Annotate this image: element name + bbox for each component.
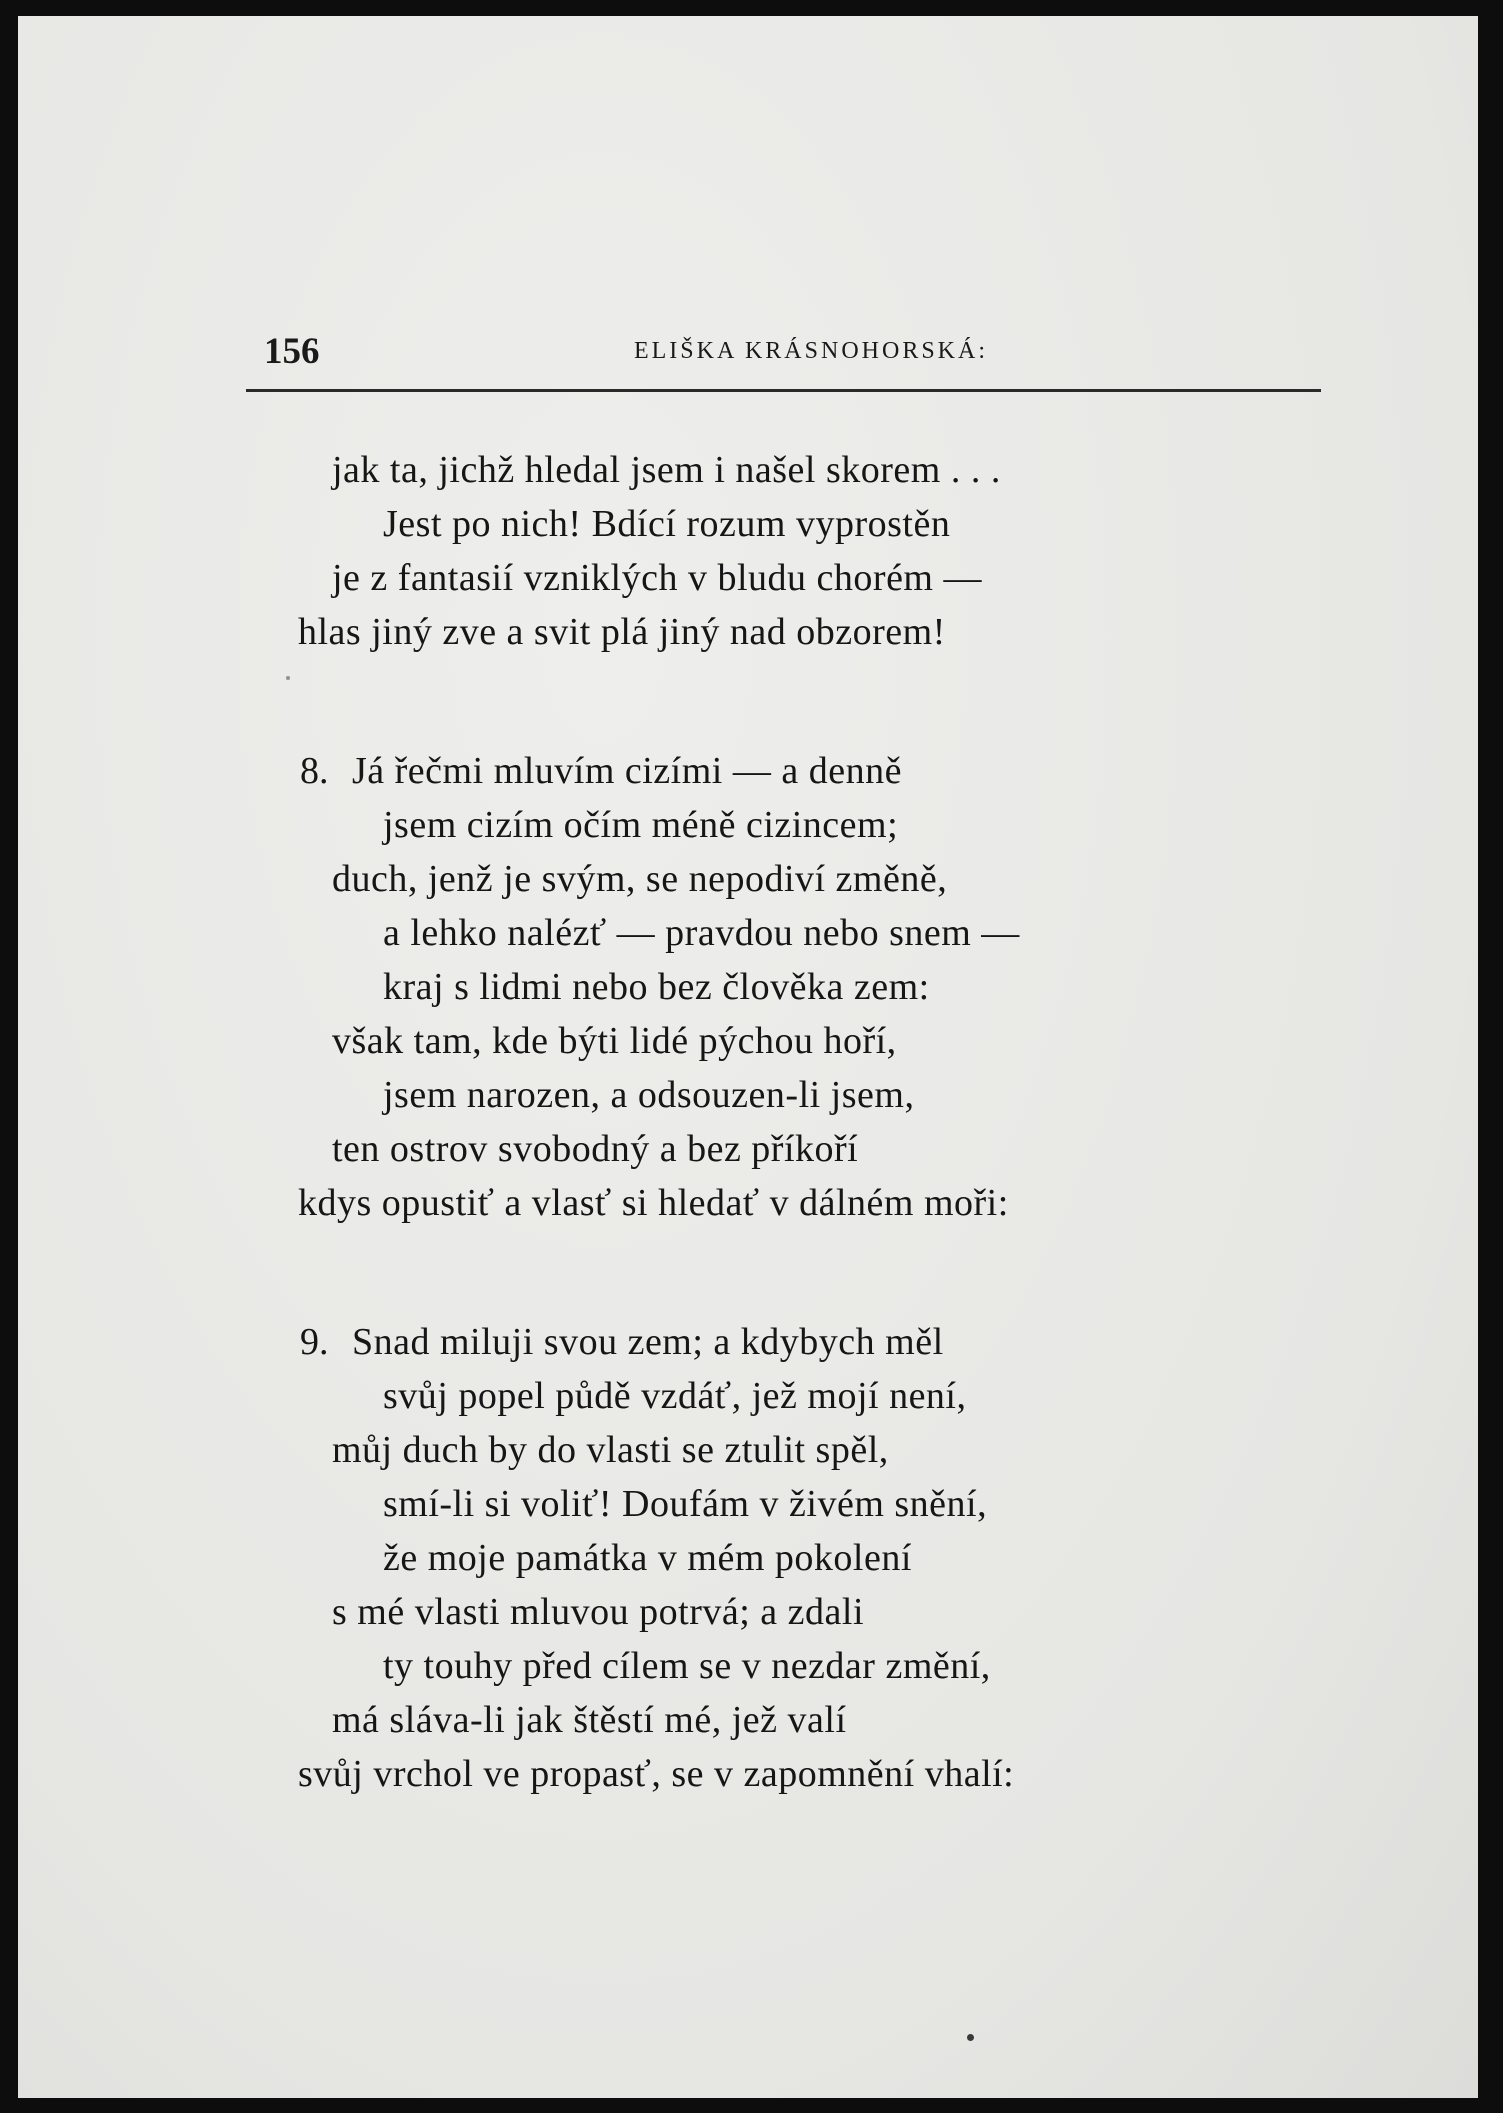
poem-line: Já řečmi mluvím cizími — a denně: [352, 750, 902, 792]
poem-line: kdys opustiť a vlasť si hledať v dálném moři:: [298, 1182, 1009, 1224]
poem-line: duch, jenž je svým, se nepodiví změně,: [332, 858, 948, 900]
poem-line: ten ostrov svobodný a bez příkoří: [332, 1128, 859, 1170]
poem-line: že moje památka v mém pokolení: [383, 1537, 912, 1579]
ink-speck: [967, 2034, 974, 2041]
poem-line: můj duch by do vlasti se ztulit spěl,: [332, 1429, 889, 1471]
stanza-number: 9.: [300, 1321, 329, 1363]
stanza-number: 8.: [300, 750, 329, 792]
poem-line: kraj s lidmi nebo bez člověka zem:: [383, 966, 930, 1008]
header-rule: [246, 389, 1321, 392]
poem-line: jsem narozen, a odsouzen-li jsem,: [383, 1074, 915, 1116]
poem-line: Jest po nich! Bdící rozum vyprostěn: [383, 503, 951, 545]
running-head: ELIŠKA KRÁSNOHORSKÁ:: [633, 338, 989, 364]
poem-line: svůj popel půdě vzdáť, jež mojí není,: [383, 1375, 967, 1417]
poem-line: ty touhy před cílem se v nezdar změní,: [383, 1645, 991, 1687]
poem-line: s mé vlasti mluvou potrvá; a zdali: [332, 1591, 865, 1633]
page-number: 156: [264, 331, 320, 372]
poem-line: hlas jiný zve a svit plá jiný nad obzorem!: [298, 611, 946, 653]
ink-speck: [286, 676, 290, 680]
poem-line: je z fantasií vzniklých v bludu chorém —: [332, 557, 982, 599]
poem-line: však tam, kde býti lidé pýchou hoří,: [332, 1020, 897, 1062]
poem-line: jak ta, jichž hledal jsem i našel skorem . . .: [332, 449, 1001, 491]
book-page: [18, 16, 1478, 2098]
poem-line: má sláva-li jak štěstí mé, jež valí: [332, 1699, 847, 1741]
page-header: [246, 308, 1316, 372]
poem-line: jsem cizím očím méně cizincem;: [383, 804, 899, 846]
poem-line: smí-li si voliť! Doufám v živém snění,: [383, 1483, 988, 1525]
poem-line: a lehko nalézť — pravdou nebo snem —: [383, 912, 1020, 954]
poem-line: svůj vrchol ve propasť, se v zapomnění vhalí:: [298, 1753, 1015, 1795]
poem-line: Snad miluji svou zem; a kdybych měl: [352, 1321, 944, 1363]
